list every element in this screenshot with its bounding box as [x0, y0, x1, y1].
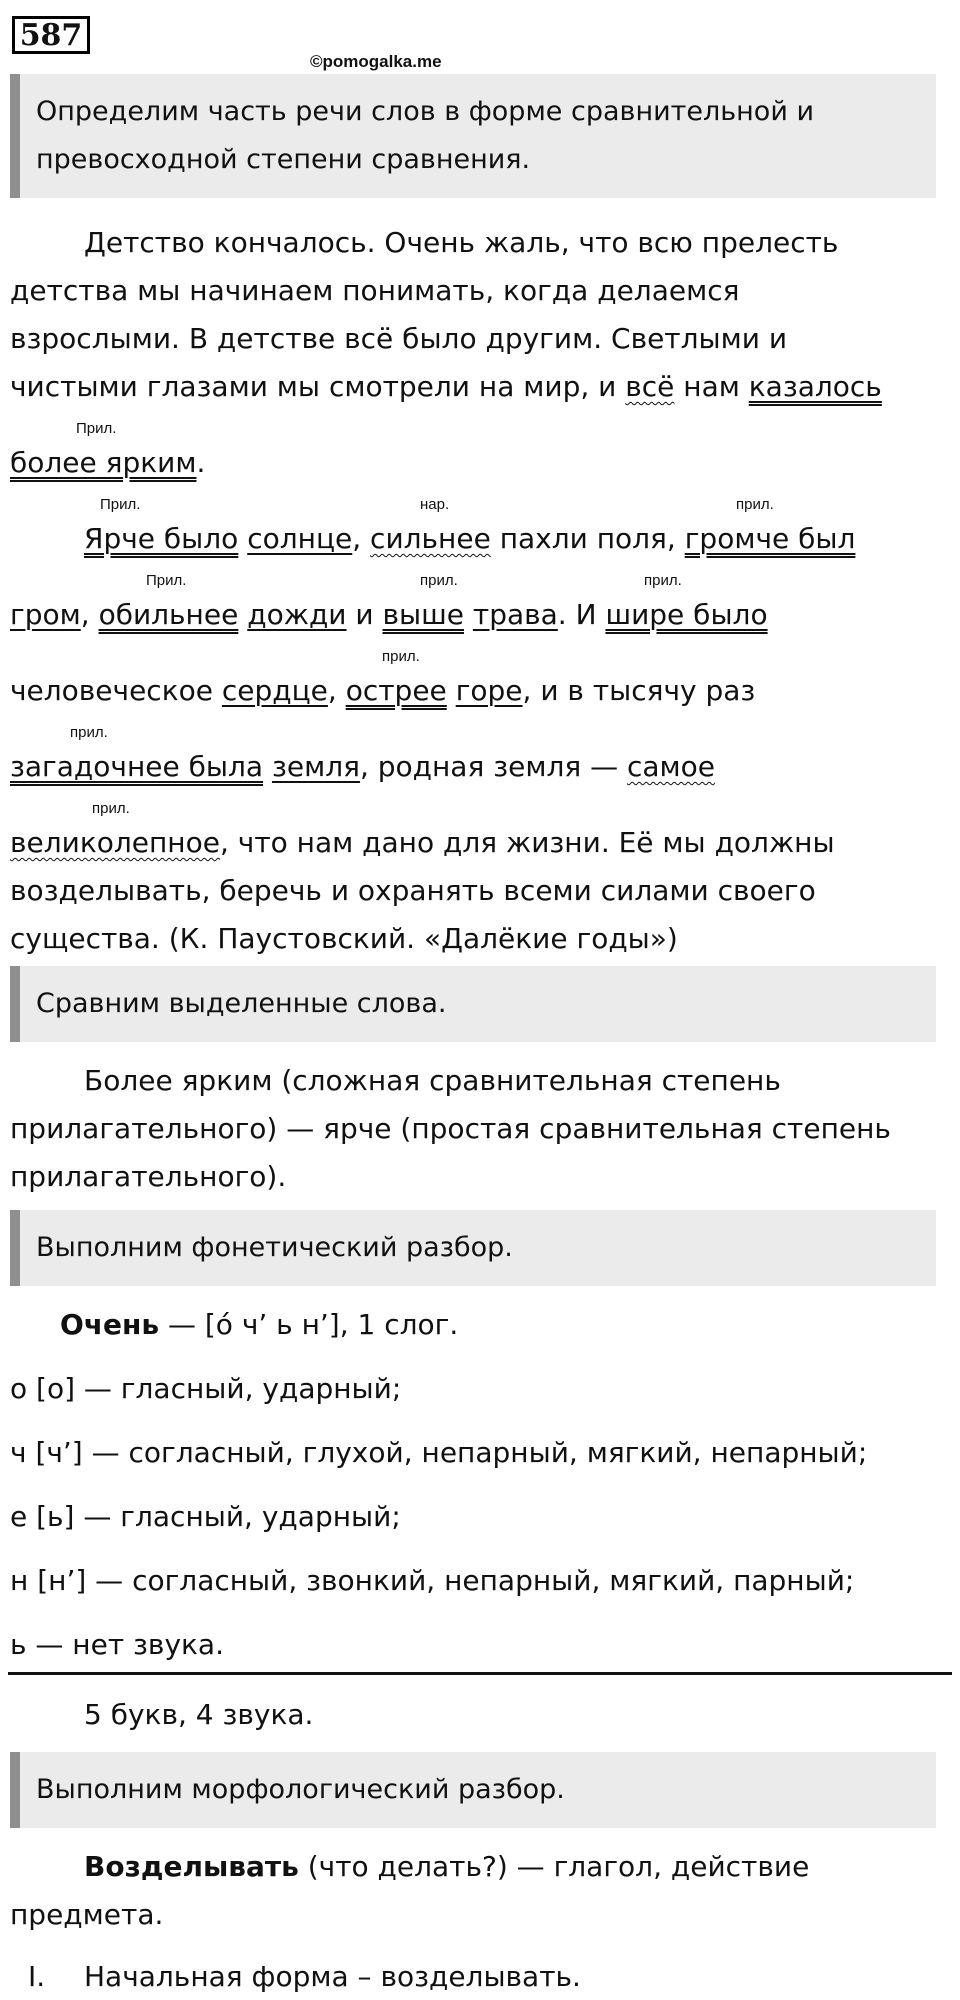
compare-line-2: прилагательного) — ярче (простая сравнительная степень — [10, 1112, 891, 1145]
intro-banner-line-2: превосходной степени сравнения. — [36, 144, 531, 175]
p1-line-3: взрослыми. В детстве всё было другим. Светлыми и — [10, 322, 788, 355]
phonetic-banner — [10, 1210, 936, 1286]
p2-line-3 — [10, 674, 755, 707]
text-run — [238, 522, 247, 555]
phonetic-word: Очень — [60, 1308, 160, 1341]
phonetic-total: 5 букв, 4 звука. — [84, 1698, 314, 1731]
p1-line-5 — [10, 446, 205, 479]
pos-label: Прил. — [76, 420, 117, 437]
word-silnee: сильнее — [370, 522, 491, 555]
morph-banner-text: Выполним морфологический разбор. — [36, 1774, 565, 1805]
pos-label: прил. — [382, 648, 420, 665]
text-run: чистыми глазами мы смотрели на мир, и — [10, 370, 626, 403]
p1-line-1: Детство кончалось. Очень жаль, что всю прелесть — [84, 226, 839, 259]
p2-line-5 — [10, 826, 835, 859]
phonetic-word-line — [60, 1308, 458, 1341]
p1-line-2: детства мы начинаем понимать, когда делаемся — [10, 274, 740, 307]
word-shire-bylo: шире было — [605, 598, 768, 631]
phonetic-letter-2: ч [ч’] — согласный, глухой, непарный, мягкий, непарный; — [10, 1436, 868, 1469]
text-run: пахли поля, — [490, 522, 685, 555]
pos-label: Прил. — [146, 572, 187, 589]
text-run: . И — [557, 598, 606, 631]
phonetic-letter-5: ь — нет звука. — [10, 1628, 224, 1661]
phonetic-transcription: — [о́ ч’ ь н’], 1 слог. — [159, 1308, 459, 1341]
text-run: человеческое — [10, 674, 222, 707]
word-velikolepnoe: великолепное — [10, 826, 220, 859]
word-dozhdi: дожди — [247, 598, 347, 631]
text-run: и — [346, 598, 383, 631]
text-run — [447, 674, 456, 707]
p2-line-1 — [84, 522, 855, 555]
word-obilnee: обильнее — [98, 598, 239, 631]
word-vsyo: всё — [625, 370, 675, 403]
divider — [8, 1672, 952, 1675]
morph-word-line — [84, 1850, 809, 1883]
morph-item-number: I. — [28, 1960, 46, 1993]
task-number: 587 — [12, 16, 90, 54]
pos-label: Прил. — [100, 496, 141, 513]
text-run — [238, 598, 247, 631]
p2-line-4 — [10, 750, 715, 783]
word-gromche-byl: громче был — [684, 522, 856, 555]
text-run: , что нам дано для жизни. Её мы должны — [219, 826, 835, 859]
word-kazalos: казалось — [748, 370, 882, 403]
morph-banner — [10, 1752, 936, 1828]
pos-label: прил. — [420, 572, 458, 589]
phonetic-banner-text: Выполним фонетический разбор. — [36, 1232, 513, 1263]
pos-label: прил. — [644, 572, 682, 589]
text-run: . — [196, 446, 206, 479]
compare-banner-text: Сравним выделенные слова. — [36, 988, 447, 1019]
intro-banner-line-1: Определим часть речи слов в форме сравнительной и — [36, 96, 815, 127]
word-yarche-bylo: Ярче было — [84, 522, 239, 555]
pos-label: прил. — [92, 800, 130, 817]
text-run — [263, 750, 272, 783]
intro-banner — [10, 74, 936, 198]
p2-line-2 — [10, 598, 768, 631]
compare-line-3: прилагательного). — [10, 1160, 287, 1193]
compare-banner — [10, 966, 936, 1042]
text-run: , — [80, 598, 99, 631]
p1-line-4 — [10, 370, 882, 403]
morph-description: (что делать?) — глагол, действие — [298, 1850, 810, 1883]
text-run: , — [327, 674, 346, 707]
text-run: , и в тысячу раз — [522, 674, 756, 707]
word-ostree: острее — [345, 674, 447, 707]
word-vyshe: выше — [382, 598, 464, 631]
compare-line-1: Более ярким (сложная сравнительная степень — [84, 1064, 781, 1097]
p2-line-6: возделывать, беречь и охранять всеми силами своего — [10, 874, 816, 907]
word-zemlya: земля — [271, 750, 360, 783]
morph-word: Возделывать — [84, 1850, 299, 1883]
phonetic-letter-1: о [о] — гласный, ударный; — [10, 1372, 402, 1405]
text-run: , — [352, 522, 371, 555]
watermark: ©pomogalka.me — [310, 52, 442, 71]
pos-label: прил. — [70, 724, 108, 741]
word-trava: трава — [472, 598, 558, 631]
text-run: нам — [674, 370, 749, 403]
word-grom: гром — [10, 598, 81, 631]
morph-line-2: предмета. — [10, 1898, 164, 1931]
word-serdtse: сердце — [221, 674, 328, 707]
morph-item-text: Начальная форма – возделывать. — [84, 1960, 581, 1993]
word-solntse: солнце — [247, 522, 353, 555]
p2-line-7: существа. (К. Паустовский. «Далёкие годы») — [10, 922, 678, 955]
phonetic-letter-4: н [н’] — согласный, звонкий, непарный, мягкий, парный; — [10, 1564, 855, 1597]
pos-label: прил. — [736, 496, 774, 513]
word-samoe: самое — [627, 750, 716, 783]
word-zagadochnee-byla: загадочнее была — [10, 750, 264, 783]
text-run — [464, 598, 473, 631]
pos-label: нар. — [420, 496, 450, 513]
text-run: , родная земля — — [359, 750, 627, 783]
word-bolee-yarkim: более ярким — [10, 446, 197, 479]
phonetic-letter-3: е [ь] — гласный, ударный; — [10, 1500, 401, 1533]
word-gore: горе — [455, 674, 523, 707]
